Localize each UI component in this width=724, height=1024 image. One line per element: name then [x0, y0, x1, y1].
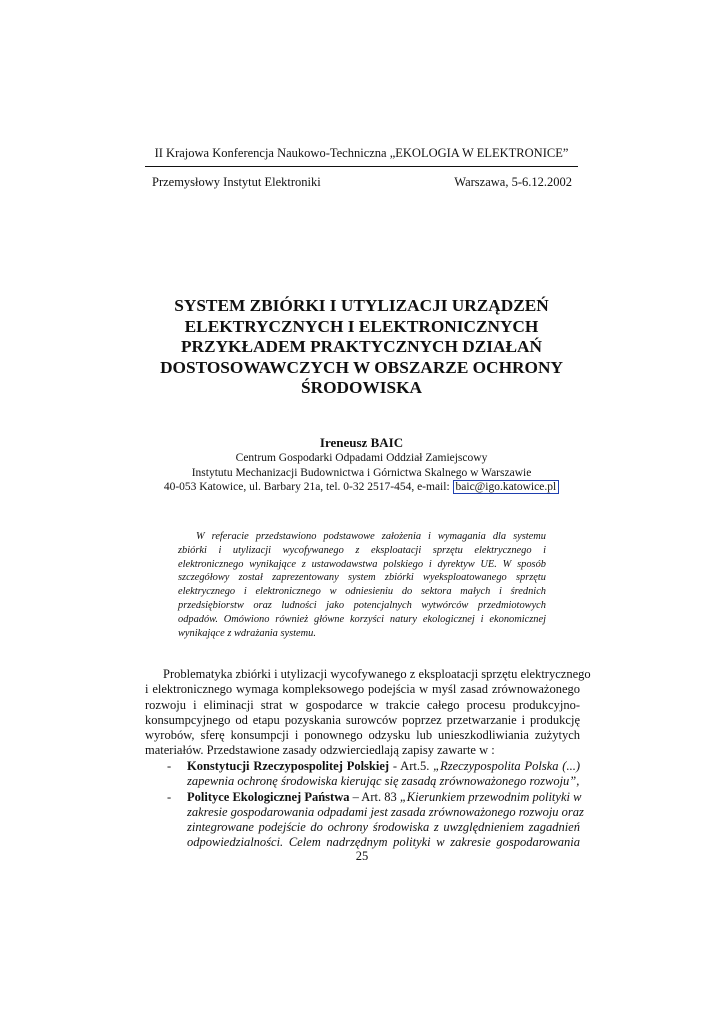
- title-line: DOSTOSOWAWCZYCH W OBSZARZE OCHRONY: [160, 357, 563, 377]
- paper-title: [145, 296, 578, 399]
- list-dash: -: [167, 759, 172, 773]
- page-number: 25: [355, 849, 369, 863]
- abstract-line: elektrycznego i elektronicznego w odniesieniu do sektora małych i średnich: [178, 586, 546, 598]
- abstract: [178, 530, 546, 640]
- body-line: konsumpcyjnego od etapu pozyskania surowców poprzez przetwarzanie i produkcję: [145, 712, 580, 727]
- title-line: ŚRODOWISKA: [301, 378, 422, 397]
- abstract-line: W referacie przedstawiono podstawowe założenia i wymagania dla systemu: [196, 531, 546, 542]
- list-item-quote: zakresie gospodarowania odpadami jest zasada zrównoważonego rozwoju oraz: [187, 804, 584, 819]
- abstract-line: elektronicznego wynikające z ustawodawstwa polskiego i dyrektyw UE. W sposób: [178, 558, 546, 570]
- list-item: [145, 759, 580, 790]
- list-item-line: [187, 790, 580, 805]
- body-paragraph: [145, 667, 591, 759]
- list-item: [145, 789, 584, 851]
- body-line: Problematyka zbiórki i utylizacji wycofywanego z eksploatacji sprzętu elektrycznego: [163, 667, 591, 681]
- abstract-line: zbiórki i utylizacji wycofywanego z eksploatacji sprzętu elektrycznego i: [178, 544, 546, 556]
- list-item-quote: odpowiedzialności. Celem nadrzędnym polityki w zakresie gospodarowania: [187, 835, 580, 850]
- list-item-ref: – Art. 83: [349, 789, 400, 804]
- affiliation-line: Instytutu Mechanizacji Budownictwa i Górnictwa Skalnego w Warszawie: [191, 466, 532, 479]
- header-rule: [145, 166, 578, 167]
- body-line: rozwoju i eliminacji strat w gospodarce w trakcie całego procesu produkcyjno-: [145, 697, 580, 712]
- conference-header: II Krajowa Konferencja Naukowo-Techniczna „EKOLOGIA W ELEKTRONICE”: [154, 146, 569, 160]
- reference-list: [145, 759, 584, 851]
- list-item-line: [187, 804, 584, 820]
- list-item-line: [187, 774, 580, 789]
- place-date: Warszawa, 5-6.12.2002: [454, 175, 572, 189]
- list-dash: -: [167, 789, 172, 804]
- author-name: Ireneusz BAIC: [319, 435, 404, 450]
- list-item-quote: „Rzeczypospolita Polska (...): [433, 759, 581, 773]
- abstract-line: wynikające z wdrażania systemu.: [178, 627, 316, 639]
- institute-name: Przemysłowy Instytut Elektroniki: [152, 175, 321, 189]
- affiliation-line: Centrum Gospodarki Odpadami Oddział Zamiejscowy: [235, 452, 488, 464]
- list-item-bold: Konstytucji Rzeczypospolitej Polskiej: [187, 759, 390, 773]
- title-line: PRZYKŁADEM PRAKTYCZNYCH DZIAŁAŃ: [181, 337, 542, 356]
- abstract-line: przedsiębiorstw oraz ludności jako potencjalnych wytwórców przedmiotowych: [178, 599, 546, 611]
- body-line: i elektronicznego wymaga kompleksowego podejścia w myśl zasad zrównoważonego: [145, 682, 580, 697]
- list-item-line: [187, 759, 580, 774]
- list-item-bold: Polityce Ekologicznej Państwa: [187, 789, 350, 804]
- title-line: SYSTEM ZBIÓRKI I UTYLIZACJI URZĄDZEŃ: [174, 296, 549, 315]
- abstract-line: odpadów. Omówiono również główne korzyści natury ekologicznej i ekonomicznej: [178, 613, 546, 625]
- address-text: 40-053 Katowice, ul. Barbary 21a, tel. 0-32 2517-454, e-mail:: [163, 481, 453, 493]
- author-affiliation: [145, 451, 578, 495]
- abstract-line: szczegółowy został zaprezentowany system zbiórki wyeksploatowanego sprzętu: [178, 572, 546, 584]
- email-link[interactable]: baic@igo.katowice.pl: [453, 480, 560, 494]
- title-line: ELEKTRYCZNYCH I ELEKTRONICZNYCH: [184, 316, 539, 336]
- body-line: materiałów. Przedstawione zasady odzwierciedlają zapisy zawarte w :: [145, 743, 495, 758]
- list-item-ref: - Art.5.: [389, 759, 434, 773]
- list-item-line: [187, 820, 580, 835]
- list-item-quote: zintegrowane podejście do ochrony środowiska z uwzględnieniem zagadnień: [187, 820, 580, 835]
- body-line: wyrobów, sferę konsumpcji i ponownego odzysku lub unieszkodliwiania zużytych: [145, 728, 580, 743]
- list-item-quote: „Kierunkiem przewodnim polityki w: [399, 789, 582, 804]
- address-line: [145, 480, 578, 495]
- list-item-quote: zapewnia ochronę środowiska kierując się zasadą zrównoważonego rozwoju”,: [187, 774, 580, 789]
